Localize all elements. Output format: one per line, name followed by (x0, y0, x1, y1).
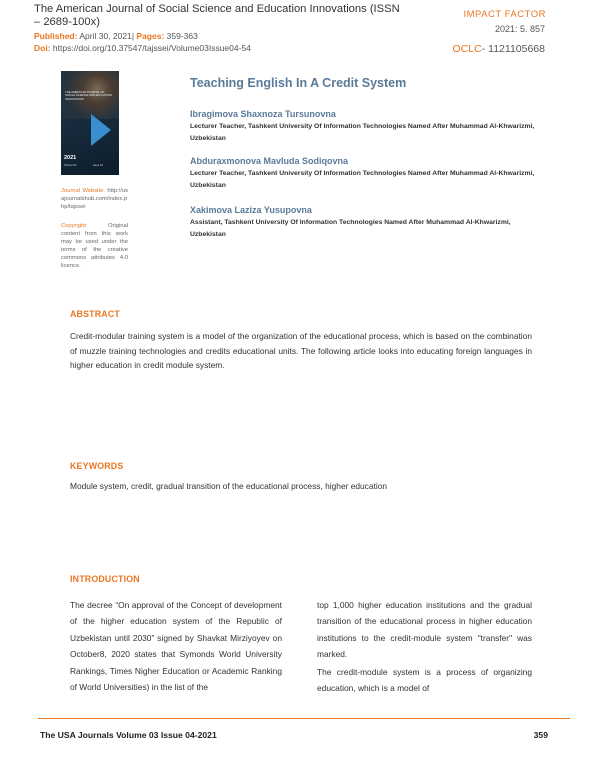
published-label: Published: (34, 31, 78, 41)
introduction-heading: INTRODUCTION (70, 574, 140, 584)
author-name: Ibragimova Shaxnoza Tursunovna (190, 109, 336, 119)
abstract-heading: ABSTRACT (70, 309, 120, 319)
introduction-left-paragraph: The decree “On approval of the Concept of development of the higher education system of the Republic of Uzbekistan until 2030” signed by Shavkat Mirziyoyev on October8, 2020 states that Symonds World University Rankings, Times Nigher Education or Academic Ranking of World Universities) in the list of the (70, 600, 282, 693)
author-affiliation: Lecturer Teacher, Tashkent University Of Information Technologies Named After Muhammad Al-Khwarizmi, Uzbekistan (190, 123, 535, 142)
author-name: Xakimova Laziza Yusupovna (190, 205, 312, 215)
publication-info: Published: April 30, 2021| Pages: 359-363 (34, 31, 198, 41)
doi-info (34, 43, 251, 53)
journal-cover-image (61, 71, 119, 175)
impact-factor-label: IMPACT FACTOR (463, 9, 546, 20)
published-date: April 30, 2021 (79, 31, 132, 41)
article-title: Teaching English In A Credit System (190, 76, 407, 90)
website-label: Journal Website: (61, 188, 105, 194)
journal-title: The American Journal of Social Science and Education Innovations (ISSN – 2689-100x) (34, 3, 400, 28)
oclc-info (453, 43, 545, 55)
abstract-text: Credit-modular training system is a model of the organization of the educational process, which is based on the combination of muzzle training technologies and credits educational units. The following article looks into educating foreign languages in higher education in credit module system. (70, 331, 532, 370)
copyright-text: Original content from this work may be used under the terms of the creative commons attributes 4.0 licence. (61, 223, 128, 269)
oclc-label: OCLC (452, 43, 482, 55)
doi-label: Doi: (34, 43, 51, 53)
introduction-right-paragraph: top 1,000 higher education institutions and the gradual transition of the educational process in higher education institutions to the credit-module system "transfer" was marked. (317, 600, 532, 660)
author-affiliation: Lecturer Teacher, Tashkent University Of Information Technologies Named After Muhammad Al-Khwarizmi, Uzbekistan (190, 170, 535, 189)
cover-year: 2021 (64, 155, 77, 161)
cover-chevron-icon (91, 114, 111, 146)
introduction-right-paragraph-2: The credit-module system is a process of organizing education, which is a model of (317, 667, 532, 694)
impact-factor-value: 2021: 5. 857 (494, 24, 545, 34)
footer-journal-info: The USA Journals Volume 03 Issue 04-2021 (40, 730, 217, 740)
footer-divider (38, 718, 570, 719)
copyright-note (61, 222, 128, 270)
pages-value: 359-363 (166, 31, 198, 41)
author-name: Abduraxmonova Mavluda Sodiqovna (190, 156, 349, 166)
cover-volume: Volume 03 (64, 164, 77, 167)
author-affiliation: Assistant, Tashkent University Of Information Technologies Named After Muhammad Al-Khwarizmi, Uzbekistan (190, 219, 511, 238)
pages-label: Pages: (136, 31, 165, 41)
website-link[interactable]: http://usajournalshub.com/index.php/tajssei (61, 188, 128, 210)
page-number: 359 (533, 730, 548, 740)
keywords-text: Module system, credit, gradual transition of the educational process, higher education (70, 481, 388, 491)
keywords-heading: KEYWORDS (70, 461, 124, 471)
doi-link[interactable]: https://doi.org/10.37547/tajssei/Volume03Issue04-54 (52, 43, 251, 53)
cover-title: THE AMERICAN JOURNAL OF SOCIAL SCIENCE AND EDUCATION INNOVATIONS (65, 90, 112, 101)
copyright-label: Copyright: (61, 223, 88, 229)
journal-website-note (61, 187, 128, 211)
oclc-value: - 1121105668 (481, 43, 545, 55)
cover-issue: Issue 04 (93, 164, 103, 167)
